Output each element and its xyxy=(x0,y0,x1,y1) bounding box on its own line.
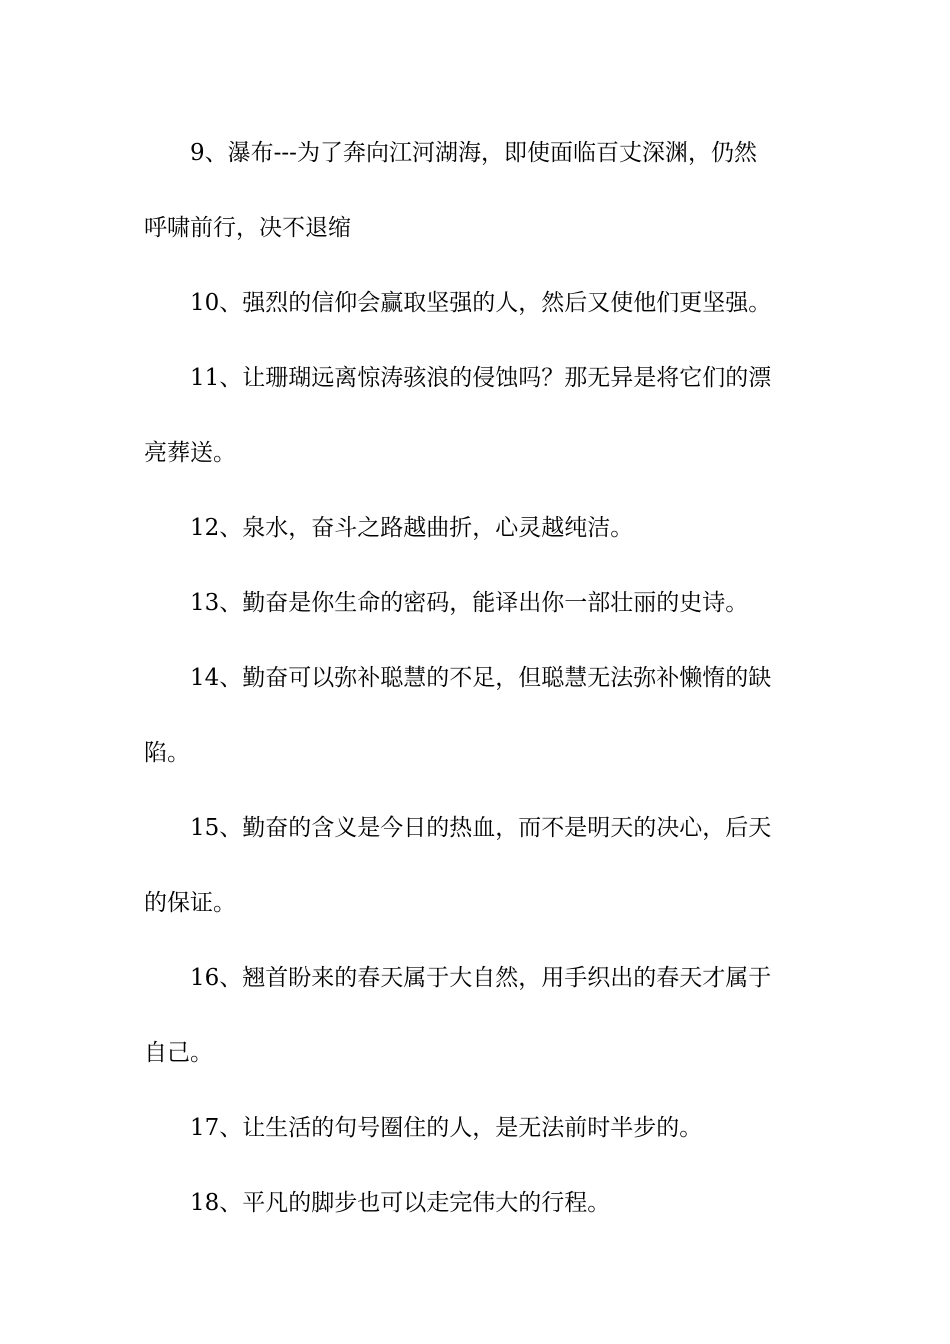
paragraph-line: 13、勤奋是你生命的密码，能译出你一部壮丽的史诗。 xyxy=(190,590,749,616)
paragraph-line: 呼啸前行，决不退缩 xyxy=(144,215,351,241)
paragraph-line: 10、强烈的信仰会赢取坚强的人，然后又使他们更坚强。 xyxy=(190,290,772,316)
paragraph-line: 17、让生活的句号圈住的人，是无法前时半步的。 xyxy=(190,1115,703,1141)
paragraph-line: 11、让珊瑚远离惊涛骇浪的侵蚀吗？那无异是将它们的漂 xyxy=(190,365,772,391)
paragraph-line: 9、瀑布---为了奔向江河湖海，即使面临百丈深渊，仍然 xyxy=(190,140,757,166)
paragraph-line: 陷。 xyxy=(144,740,190,766)
paragraph-line: 自己。 xyxy=(144,1040,213,1066)
paragraph-line: 15、勤奋的含义是今日的热血，而不是明天的决心，后天 xyxy=(190,815,772,841)
paragraph-line: 亮葬送。 xyxy=(144,440,236,466)
document-body xyxy=(144,116,806,1241)
paragraph-line: 14、勤奋可以弥补聪慧的不足，但聪慧无法弥补懒惰的缺 xyxy=(190,665,772,691)
paragraph-line: 18、平凡的脚步也可以走完伟大的行程。 xyxy=(190,1190,611,1216)
paragraph-line: 16、翘首盼来的春天属于大自然，用手织出的春天才属于 xyxy=(190,965,772,991)
paragraph-line: 的保证。 xyxy=(144,890,236,916)
paragraph-line: 12、泉水，奋斗之路越曲折，心灵越纯洁。 xyxy=(190,515,634,541)
